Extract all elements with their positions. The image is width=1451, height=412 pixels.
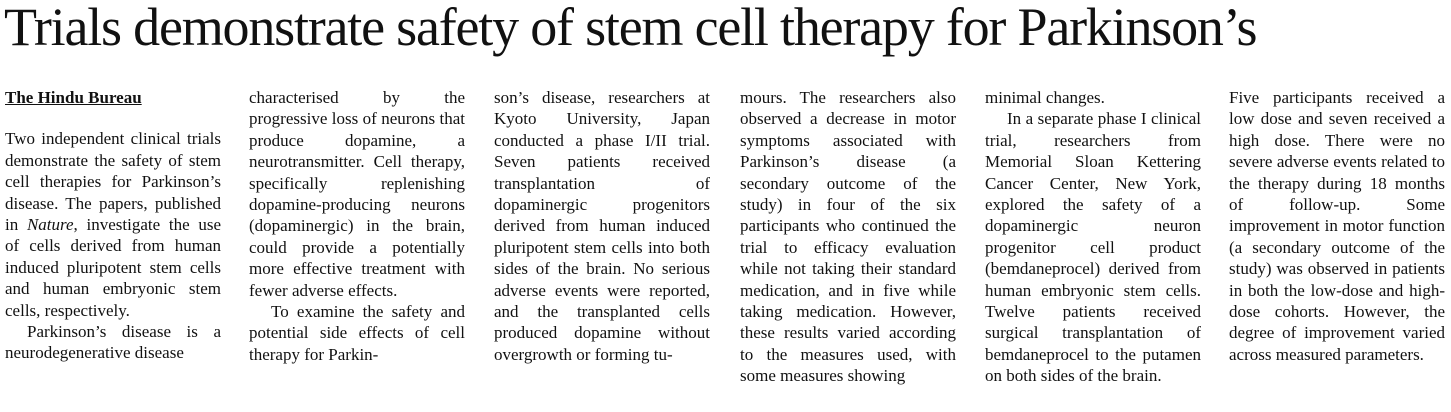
- article-column-5: [985, 87, 1201, 412]
- article-column-2: [249, 87, 465, 412]
- paragraph-text: mours. The researchers also observed a decrease in motor symptoms associated with Parkinson’s disease (a secondary outcome of the study) in four of the six participants who continued the trial to efficacy evaluation while not taking their standard medication, and in five while taking medication. However, these results varied according to the measures used, with some measures showing: [740, 88, 956, 386]
- article-column-4: [740, 87, 956, 412]
- article-column-3: [494, 87, 710, 412]
- paragraph-text: To examine the safety and potential side effects of cell therapy for Parkin-: [249, 302, 465, 364]
- paragraph-text: In a separate phase I clinical trial, researchers from Memorial Sloan Kettering Cancer Center, New York, explored the safety of a dopaminergic neuron progenitor cell product (bemdaneprocel) derived from human embryonic stem cells. Twelve patients received surgical transplantation of bemdaneprocel to the putamen on both sides of the brain.: [985, 109, 1201, 386]
- paragraph-text: Five participants received a low dose and seven received a high dose. There were no severe adverse events related to the therapy during 18 months of follow-up. Some improvement in motor function (a secondary outcome of the study) was observed in patients in both the low-dose and high-dose cohorts. However, the degree of improvement varied across measured parameters.: [1229, 88, 1445, 364]
- headline: Trials demonstrate safety of stem cell therapy for Parkinson’s: [4, 0, 1257, 57]
- intro-text-b: , investigate the use of cells derived from human induced pluripotent stem cells and human embryonic stem cells, respectively.: [5, 215, 221, 320]
- paragraph-disease: Parkinson’s disease is a neurodegenerative disease: [5, 322, 221, 363]
- byline[interactable]: The Hindu Bureau: [5, 88, 142, 107]
- journal-name: Nature: [26, 215, 74, 235]
- paragraph-intro: [5, 128, 221, 321]
- intro-text-a: Two independent clinical trials demonstrate the safety of stem cell therapies for Parkinson’s disease. The papers, published in: [5, 129, 221, 235]
- article-column-6: [1229, 87, 1445, 412]
- paragraph-text: characterised by the progressive loss of neurons that produce dopamine, a neurotransmitter. Cell therapy, specifically replenishing dopamine-producing neurons (dopaminergic) in the brain, could provide a potentially more effective treatment with fewer adverse effects.: [249, 88, 465, 300]
- paragraph-text: son’s disease, researchers at Kyoto University, Japan conducted a phase I/II trial. Seven patients received transplantation of dopaminergic progenitors derived from human induced pluripotent stem cells into both sides of the brain. No serious adverse events were reported, and the transplanted cells produced dopamine without overgrowth or forming tu-: [494, 88, 710, 364]
- paragraph-text: minimal changes.: [985, 88, 1105, 107]
- article-column-1: [5, 87, 221, 412]
